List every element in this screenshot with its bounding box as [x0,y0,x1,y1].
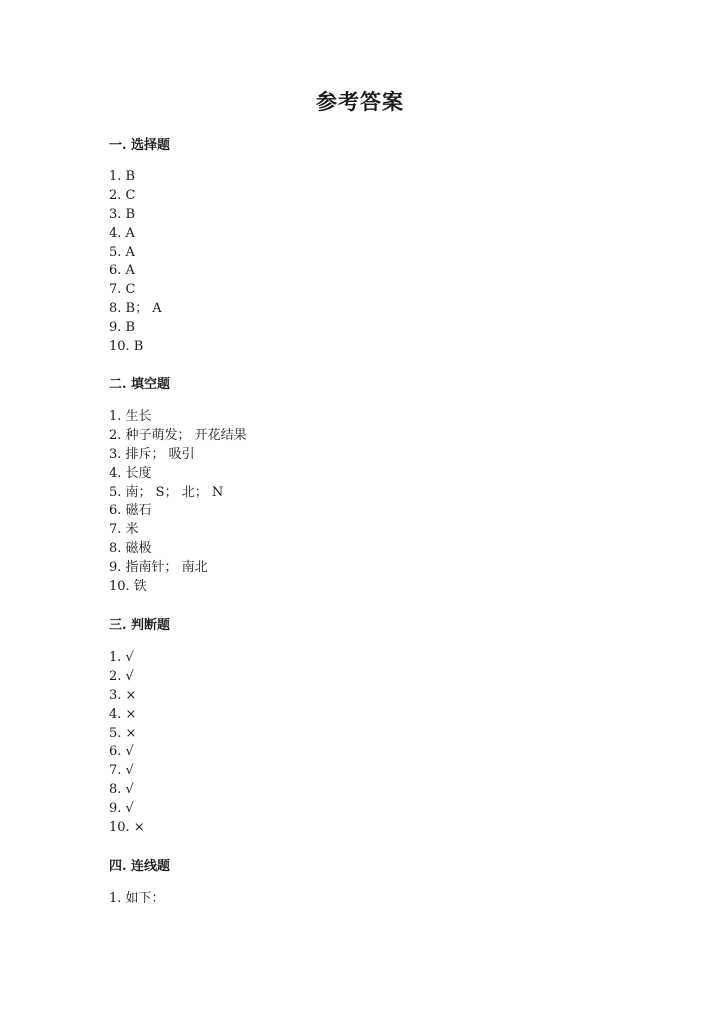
page-title: 参考答案 [316,89,404,114]
answer-item: 10. 铁 [109,579,147,595]
answer-item: 1. √ [109,650,134,665]
answer-item: 5. 南； S； 北； N [109,484,224,500]
answer-item: 2. √ [109,668,134,684]
section-heading-matching: 四. 连线题 [109,859,171,874]
answer-item: 4. A [109,225,135,241]
answer-item: 7. 米 [109,522,139,538]
answer-item: 9. 指南针； 南北 [109,560,208,576]
answer-item: 7. C [109,282,136,298]
answer-item: 1. 如下： [109,891,165,906]
answer-item: 3. B [109,206,136,222]
answer-list-true-false [109,649,145,838]
answer-list-multiple-choice [109,168,162,357]
answer-item: 8. B； A [109,301,162,317]
answer-item: 9. √ [109,801,134,817]
section-heading-fill-in-blank: 二. 填空题 [109,377,171,392]
answer-item: 5. A [109,244,135,260]
answer-item: 6. √ [109,744,134,760]
answer-item: 1. 生长 [109,409,152,424]
section-heading-true-false: 三. 判断题 [109,618,171,633]
answer-item: 10. × [109,820,145,836]
answer-item: 2. 种子萌发； 开花结果 [109,427,247,443]
answer-item: 8. 磁极 [109,541,152,557]
answer-list-matching [109,890,165,909]
answer-item: 9. B [109,320,136,336]
answer-list-fill-in-blank [109,408,247,597]
answer-item: 3. 排斥； 吸引 [109,446,195,462]
section-heading-multiple-choice: 一. 选择题 [109,138,171,153]
answer-item: 2. C [109,187,136,203]
answer-item: 6. 磁石 [109,503,152,519]
answer-item: 7. √ [109,763,134,779]
answer-item: 4. × [109,706,137,722]
answer-item: 5. × [109,725,137,741]
answer-item: 4. 长度 [109,465,152,481]
answer-item: 8. √ [109,782,134,798]
answer-item: 3. × [109,687,137,703]
answer-item: 1. B [109,169,136,184]
answer-item: 6. A [109,263,135,279]
answer-item: 10. B [109,339,144,355]
